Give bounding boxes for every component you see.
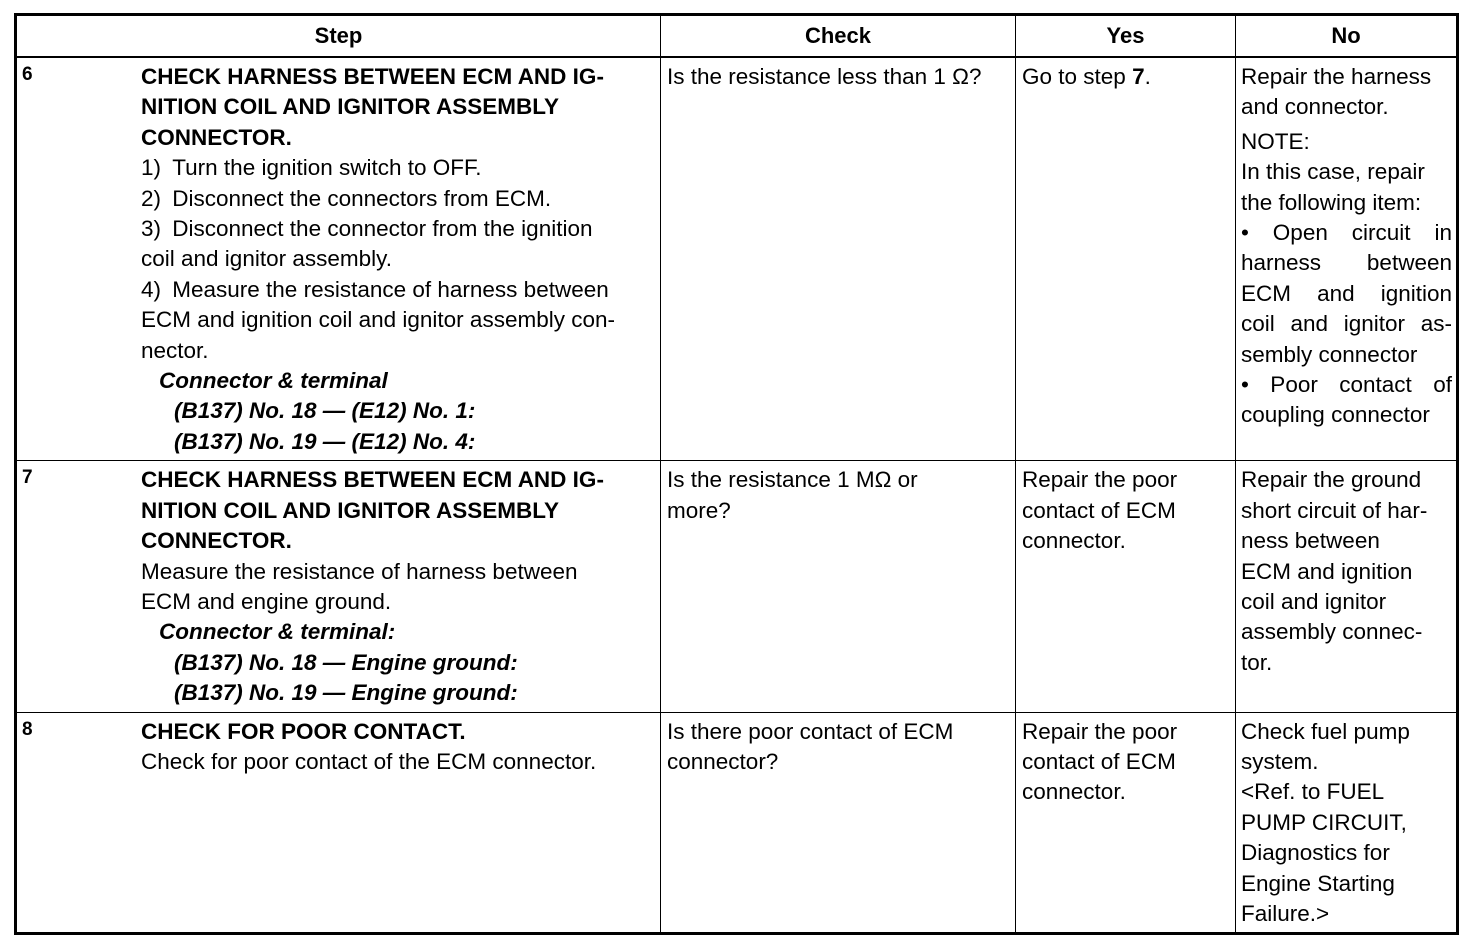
step-instruction: nector. (141, 337, 209, 363)
yes-line: contact of ECM (1022, 748, 1176, 774)
yes-line: Repair the poor (1022, 718, 1178, 744)
no-cell (1236, 712, 1458, 934)
no-line: Failure.> (1241, 900, 1330, 926)
check-cell (661, 712, 1016, 934)
no-text (1236, 461, 1456, 681)
no-line: Repair the ground (1241, 467, 1422, 493)
yes-cell (1016, 712, 1236, 934)
step-title-line: CHECK HARNESS BETWEEN ECM AND IG- (141, 64, 604, 89)
step-instruction: ECM and engine ground. (141, 588, 392, 614)
header-step: Step (16, 15, 661, 58)
no-line: ECM and ignition (1241, 558, 1413, 584)
check-line: connector? (667, 748, 779, 774)
no-line: system. (1241, 748, 1319, 774)
no-line: PUMP CIRCUIT, (1241, 809, 1407, 835)
step-body (141, 58, 660, 460)
note-line: • Open circuit in (1241, 220, 1452, 246)
note-line: sembly connector (1241, 341, 1418, 367)
step-number: 7 (22, 467, 33, 489)
no-line: ness between (1241, 528, 1380, 554)
step-cell (16, 57, 661, 461)
table-row (16, 461, 1458, 712)
step-instruction: Measure the resistance of harness between (141, 558, 578, 584)
step-instruction: Check for poor contact of the ECM connector. (141, 748, 597, 774)
check-text: Is the resistance less than 1 Ω? (667, 64, 982, 89)
step-number: 8 (22, 718, 33, 740)
step-title-line: CHECK FOR POOR CONTACT. (141, 718, 466, 744)
no-line: tor. (1241, 649, 1273, 675)
diagnostic-table (14, 13, 1459, 935)
no-cell (1236, 57, 1458, 461)
connector-terminal-item: (B137) No. 18 — Engine ground: (174, 649, 518, 675)
step-cell (16, 712, 661, 934)
yes-step-number: 7 (1132, 64, 1145, 89)
no-line: Engine Starting (1241, 870, 1395, 896)
connector-terminal-heading: Connector & terminal: (159, 619, 396, 645)
table-row (16, 712, 1458, 934)
connector-terminal-item: (B137) No. 19 — Engine ground: (174, 680, 518, 706)
note-line: harness between (1241, 250, 1452, 276)
step-title-line: NITION COIL AND IGNITOR ASSEMBLY (141, 497, 559, 523)
step-cell (16, 461, 661, 712)
yes-prefix: Go to step (1022, 64, 1133, 89)
yes-line: contact of ECM (1022, 497, 1176, 523)
no-text (1236, 58, 1456, 434)
step-body (141, 713, 660, 781)
yes-line: connector. (1022, 528, 1126, 554)
no-line: <Ref. to FUEL (1241, 779, 1385, 805)
yes-suffix: . (1144, 64, 1151, 89)
no-cell (1236, 461, 1458, 712)
connector-terminal-item: (B137) No. 19 — (E12) No. 4: (174, 428, 476, 454)
step-instruction: 4) Measure the resistance of harness between (141, 276, 609, 302)
step-number: 6 (22, 64, 33, 85)
no-text (1236, 713, 1456, 933)
no-line: Check fuel pump (1241, 718, 1410, 744)
yes-line: Repair the poor (1022, 467, 1178, 493)
connector-terminal-heading: Connector & terminal (159, 368, 388, 394)
yes-text (1016, 713, 1235, 811)
note-line: ECM and ignition (1241, 280, 1452, 306)
step-instruction: 1) Turn the ignition switch to OFF. (141, 155, 482, 181)
yes-cell (1016, 461, 1236, 712)
step-instruction: ECM and ignition coil and ignitor assembly con- (141, 307, 615, 333)
step-title-line: CONNECTOR. (141, 124, 292, 150)
check-cell (661, 57, 1016, 461)
no-line: assembly connec- (1241, 619, 1423, 645)
no-line: and connector. (1241, 94, 1389, 120)
check-text (661, 461, 1015, 529)
header-no: No (1236, 15, 1458, 58)
yes-cell (1016, 57, 1236, 461)
step-instruction: 3) Disconnect the connector from the ignition (141, 216, 593, 242)
note-line: coil and ignitor as- (1241, 311, 1452, 337)
step-title-line: CHECK HARNESS BETWEEN ECM AND IG- (141, 467, 604, 493)
note-line: • Poor contact of (1241, 372, 1452, 398)
header-check: Check (661, 15, 1016, 58)
check-line: more? (667, 497, 731, 523)
note-label: NOTE: (1241, 128, 1310, 154)
yes-text (1016, 461, 1235, 559)
check-line: Is the resistance 1 MΩ or (667, 467, 918, 493)
note-line: the following item: (1241, 189, 1422, 215)
check-line: Is there poor contact of ECM (667, 718, 954, 744)
note-line: In this case, repair (1241, 159, 1425, 185)
no-line: Repair the harness (1241, 64, 1432, 89)
header-row (16, 15, 1458, 58)
yes-line: connector. (1022, 779, 1126, 805)
table-row (16, 57, 1458, 461)
yes-text (1016, 58, 1235, 95)
no-line: coil and ignitor (1241, 588, 1387, 614)
step-body (141, 461, 660, 711)
note-line: coupling connector (1241, 402, 1430, 428)
step-instruction: 2) Disconnect the connectors from ECM. (141, 185, 552, 211)
step-title-line: CONNECTOR. (141, 528, 292, 554)
connector-terminal-item: (B137) No. 18 — (E12) No. 1: (174, 398, 476, 424)
check-cell (661, 461, 1016, 712)
step-title-line: NITION COIL AND IGNITOR ASSEMBLY (141, 94, 559, 120)
step-instruction: coil and ignitor assembly. (141, 246, 392, 272)
no-line: short circuit of har- (1241, 497, 1428, 523)
header-yes: Yes (1016, 15, 1236, 58)
check-text (661, 713, 1015, 781)
no-line: Diagnostics for (1241, 840, 1390, 866)
